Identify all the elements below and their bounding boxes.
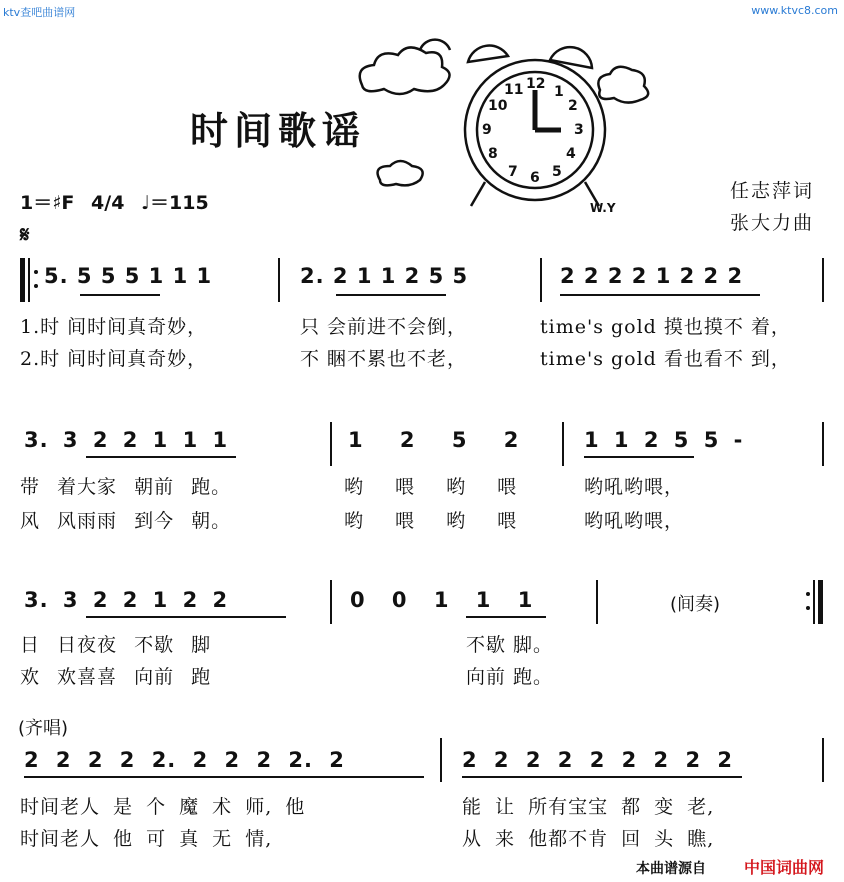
clock-illustration (350, 30, 660, 220)
repeat-start-thin (28, 258, 30, 302)
notes-3-2: 0 0 1 1 1 (350, 588, 534, 612)
svg-text:4: 4 (566, 146, 576, 162)
svg-text:2: 2 (568, 98, 578, 114)
watermark-left: ktv查吧曲谱网 (3, 6, 76, 19)
lyrics-1-v2-c: time's gold 看也看不 到， (540, 348, 791, 370)
barline (278, 258, 280, 302)
lyrics-1-v1-b: 只 会前进不会倒， (300, 316, 468, 338)
lyrics-3-v2-b: 向前 跑。 (466, 666, 554, 688)
lyrics-1-v2-a: 2.时 间时间真奇妙， (20, 348, 208, 370)
svg-text:12: 12 (526, 76, 546, 92)
svg-text:7: 7 (508, 164, 518, 180)
repeat-start-bar (20, 258, 25, 302)
notes-4-1: 2 2 2 2 2. 2 2 2 2. 2 (24, 748, 345, 772)
svg-text:9: 9 (482, 122, 492, 138)
lyrics-2-v1-c: 哟吼哟喂， (584, 476, 685, 498)
repeat-end-thin (813, 580, 815, 624)
notes-2-2: 1 2 5 2 (348, 428, 520, 452)
barline (330, 580, 332, 624)
lyrics-2-v2-c: 哟吼哟喂， (584, 510, 685, 532)
illustration-signature: W.Y (590, 201, 616, 215)
notes-1-2: 2. 2 1 1 2 5 5 (300, 264, 469, 288)
barline (540, 258, 542, 302)
segno-mark: 𝄋 (20, 222, 30, 248)
lyrics-1-v1-a: 1.时 间时间真奇妙， (20, 316, 208, 338)
watermark-right: www.ktvc8.com (751, 4, 838, 17)
svg-text:3: 3 (574, 122, 584, 138)
notes-2-3: 1 1 2 5 5 - (584, 428, 744, 452)
barline (822, 738, 824, 782)
lyrics-3-v1-a: 日 日夜夜 不歇 脚 (20, 634, 212, 656)
notes-4-2: 2 2 2 2 2 2 2 2 2 (462, 748, 733, 772)
notes-1-1: 5. 5 5 5 1 1 1 (44, 264, 213, 288)
svg-text:8: 8 (488, 146, 498, 162)
lyrics-2-v2-b: 哟 喂 哟 喂 (344, 510, 518, 532)
lyrics-2-v2-a: 风 风雨雨 到今 朝。 (20, 510, 232, 532)
svg-text:11: 11 (504, 82, 524, 98)
notes-2-1: 3. 3 2 2 1 1 1 (24, 428, 229, 452)
lyrics-1-v1-c: time's gold 摸也摸不 着， (540, 316, 791, 338)
lyricist-credit: 任志萍词 (730, 180, 815, 202)
barline (822, 258, 824, 302)
footer-prefix: 本曲谱源自 (636, 861, 706, 877)
repeat-end-bar (818, 580, 823, 624)
svg-text:6: 6 (530, 170, 540, 186)
svg-text:5: 5 (552, 164, 562, 180)
lyrics-2-v1-a: 带 着大家 朝前 跑。 (20, 476, 232, 498)
barline (596, 580, 598, 624)
barline (440, 738, 442, 782)
interlude-mark: (间奏) (670, 594, 721, 615)
notes-1-3: 2 2 2 2 1 2 2 2 (560, 264, 744, 288)
lyrics-3-v1-b: 不歇 脚。 (466, 634, 554, 656)
unison-label: (齐唱) (18, 718, 69, 739)
composer-credit: 张大力曲 (730, 212, 815, 234)
barline (330, 422, 332, 466)
notes-3-1: 3. 3 2 2 1 2 2 (24, 588, 229, 612)
barline (562, 422, 564, 466)
lyrics-1-v2-b: 不 睏不累也不老， (300, 348, 468, 370)
lyrics-4-v1-a: 时间老人 是 个 魔 术 师, 他 (20, 796, 306, 818)
lyrics-4-v1-b: 能 让 所有宝宝 都 变 老, (462, 796, 715, 818)
lyrics-2-v1-b: 哟 喂 哟 喂 (344, 476, 518, 498)
svg-text:10: 10 (488, 98, 508, 114)
lyrics-4-v2-b: 从 来 他都不肯 回 头 瞧, (462, 828, 715, 850)
lyrics-3-v2-a: 欢 欢喜喜 向前 跑 (20, 666, 212, 688)
footer-brand[interactable]: 中国词曲网 (744, 858, 825, 877)
lyrics-4-v2-a: 时间老人 他 可 真 无 情, (20, 828, 273, 850)
key-signature (20, 188, 209, 215)
song-title: 时间歌谣 (190, 109, 367, 153)
barline (822, 422, 824, 466)
tempo-mark: ♩＝115 (141, 192, 209, 214)
svg-text:1: 1 (554, 84, 564, 100)
key-label: 1＝♯F (20, 192, 75, 214)
time-signature: 4/4 (91, 192, 125, 214)
